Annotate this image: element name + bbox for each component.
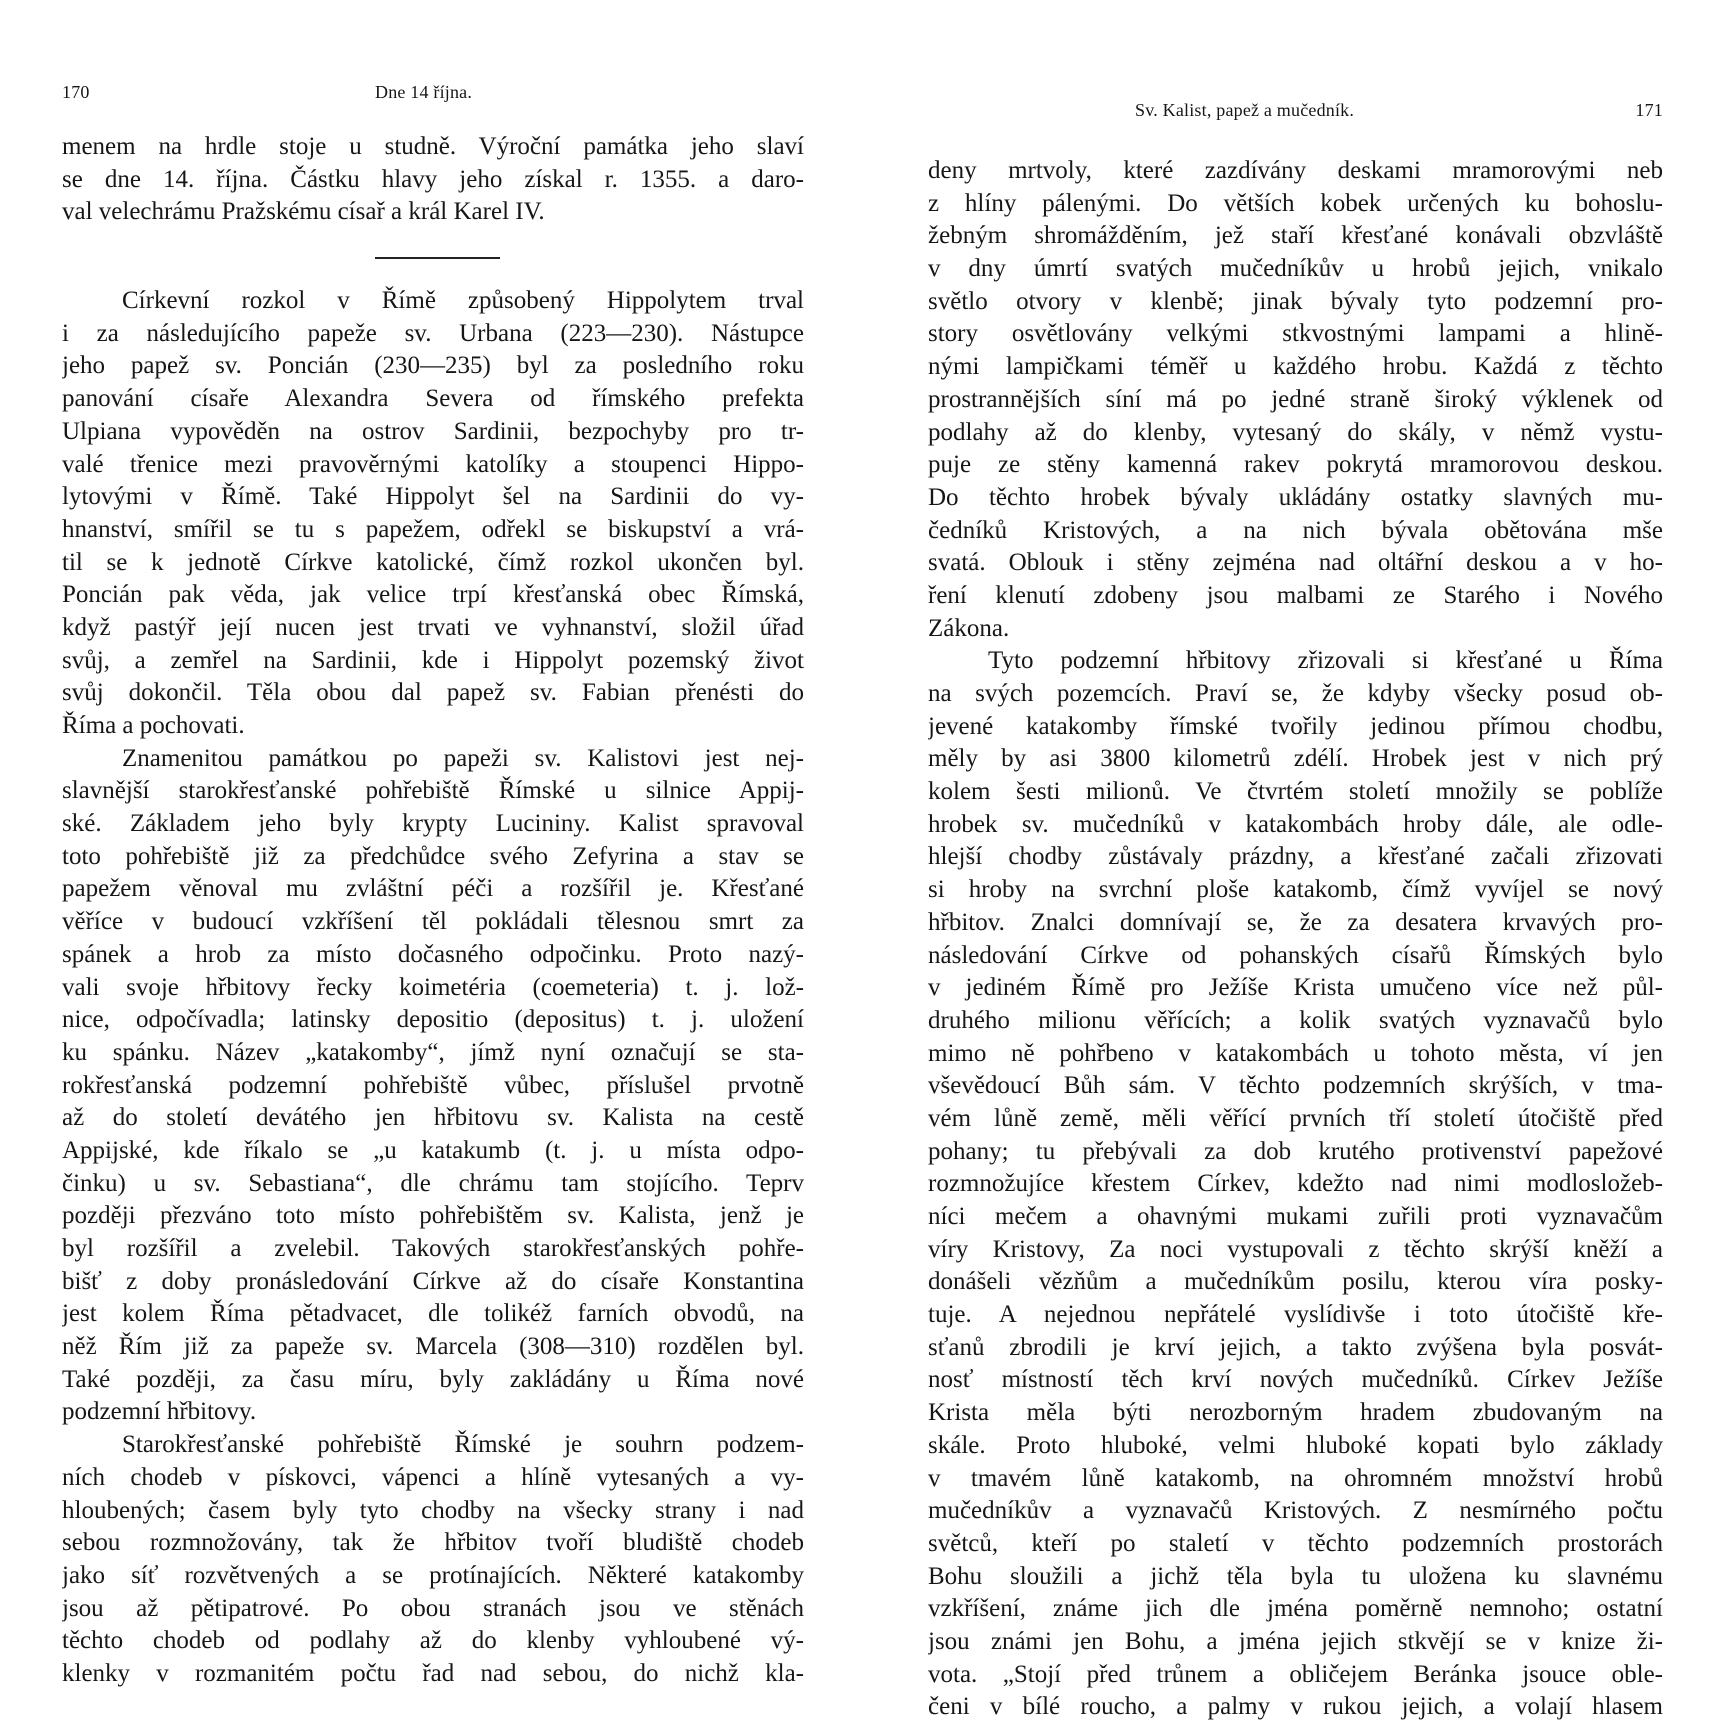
text-line: nými lampičkami téměř u každého hrobu. Každá z těchto [928,353,1663,381]
text-line: si hroby na svrchní ploše katakomb, čímž vyvíjel se nový [928,876,1663,904]
text-line: podlahy až do klenby, vytesaný do skály, v němž vystu- [928,418,1663,446]
text-line: svůj dokončil. Těla obou dal papež sv. Fabian přenésti do [62,679,804,707]
text-line: spánek a hrob za místo dočasného odpočinku. Proto nazý- [62,940,804,968]
running-head: Dne 14 října. [375,82,473,102]
text-line: Znamenitou památkou po papeži sv. Kalistovi jest nej- [122,744,804,772]
text-line: toto pohřebiště již za předchůdce svého Zefyrina a stav se [62,842,804,870]
text-line: vém lůně země, měli věřící prvních tří století útočiště před [928,1104,1663,1132]
text-line: jeho papež sv. Poncián (230—235) byl za posledního roku [62,352,804,380]
text-line: čeni v bílé roucho, a palmy v rukou jejich, a volají hlasem [928,1693,1663,1721]
text-line: hrobek sv. mučedníků v katakombách hroby dále, ale odle- [928,810,1663,838]
text-line: žebným shromážděním, jež staří křesťané konávali obzvláště [928,222,1663,250]
text-line: panování císaře Alexandra Severa od římského prefekta [62,385,804,413]
page-number: 171 [1635,100,1663,120]
text-line: rozmnožujíce křestem Církev, kdežto nad nimi modlosložeb- [928,1170,1663,1198]
text-line: druhého milionu věřících; a kolik svatých vyznavačů bylo [928,1006,1663,1034]
text-line: Starokřesťanské pohřebiště Římské je souhrn podzem- [122,1431,804,1459]
paragraph [62,743,804,1429]
text-line: hlejší chodby zůstávaly prázdny, a křesťané začali zřizovati [928,843,1663,871]
text-line: hloubených; časem byly tyto chodby na všecky strany i nad [62,1496,804,1524]
text-line: byl rozšířil a zvelebil. Takových starokřesťanských pohře- [62,1235,804,1262]
text-line: vzkříšení, známe jich dle jména poměrně nemnoho; ostatní [928,1595,1663,1623]
text-line: story osvětlovány velkými stkvostnými lampami a hlině- [928,320,1663,348]
text-line: svůj, a zemřel na Sardinii, kde i Hippolyt pozemský život [62,646,804,674]
right-page-body [928,155,1663,1724]
text-line: něž Řím již za papeže sv. Marcela (308—310) rozdělen byl. [62,1333,804,1361]
text-line: vota. „Stojí před trůnem a obličejem Beránka jsouce oble- [928,1660,1663,1688]
text-line: hřbitov. Znalci domnívají se, že za desatera krvavých pro- [928,908,1663,936]
text-line: jsou známi jen Bohu, a jména jejich stkvějí se v knize ži- [928,1627,1663,1655]
text-line: donášeli vězňům a mučedníkům posilu, kterou víra posky- [928,1268,1663,1296]
text-line: Zákona. [928,614,1010,642]
text-line: valé třenice mezi pravověrnými katolíky a stoupenci Hippo- [62,450,804,478]
text-line: val velechrámu Pražskému císař a král Karel IV. [62,198,545,226]
text-line: Bohu sloužili a jichž těla byla tu uložena ku slavnému [928,1562,1663,1590]
text-line: hnanství, smířil se tu s papežem, odřekl se biskupství a vrá- [62,515,804,543]
text-line: se dne 14. října. Částku hlavy jeho získal r. 1355. a daro- [62,165,804,193]
text-line: vševědoucí Bůh sám. V těchto podzemních skrýších, v tma- [928,1072,1663,1100]
text-line: činku) u sv. Sebastiana“, dle chrámu tam stojícího. Teprv [62,1169,804,1197]
text-line: Do těchto hrobek bývaly ukládány ostatky slavných mu- [928,483,1663,511]
text-line: Říma a pochovati. [62,712,245,739]
text-line: jsou až pětipatrové. Po obou stranách jsou ve stěnách [62,1594,804,1622]
text-line: Tyto podzemní hřbitovy zřizovali si křesťané u Říma [988,647,1663,675]
text-line: v dny úmrtí svatých mučedníkův u hrobů jejich, vnikalo [928,255,1663,283]
text-line: prostrannějších síní má po jedné straně široký výklenek od [928,385,1663,413]
paragraph [62,1429,804,1691]
text-line: když pastýř její nucen jest trvati ve vyhnanství, složil úřad [62,613,804,641]
text-line: slavnější starokřesťanské pohřebiště Římské u silnice Appij- [62,777,804,805]
text-line: papežem věnoval mu zvláštní péči a rozšířil je. Křesťané [62,875,804,903]
text-line: těchto chodeb od podlahy až do klenby vyhloubené vý- [62,1627,804,1655]
text-line: jest kolem Říma pětadvacet, dle tolikéž farních obvodů, na [62,1300,804,1328]
text-line: nosť místností těch krví nových mučedníků. Církev Ježíše [928,1366,1663,1394]
text-line: v tmavém lůně katakomb, na ohromném množství hrobů [928,1464,1663,1492]
text-line: jevené katakomby římské tvořily jedinou přímou chodbu, [928,712,1663,740]
text-line: Ulpiana vypověděn na ostrov Sardinii, bezpochyby pro tr- [62,417,804,445]
text-line: ku spánku. Název „katakomby“, jímž nyní označují se sta- [62,1038,804,1066]
paragraph [928,155,1663,645]
text-line: vali svoje hřbitovy řecky koimetéria (coemeteria) t. j. lož- [62,973,804,1001]
text-line: i za následujícího papeže sv. Urbana (223—230). Nástupce [62,319,804,347]
running-head: Sv. Kalist, papež a mučedník. [1135,100,1355,120]
text-line: klenky v rozmanitém počtu řad nad sebou, do nichž kla- [62,1659,804,1687]
text-line: Poncián pak věda, jak velice trpí křesťanská obec Římská, [62,581,804,609]
text-line: til se k jednotě Církve katolické, čímž rozkol ukončen byl. [62,548,804,576]
paragraph [62,285,804,743]
text-line: skále. Proto hluboké, velmi hluboké kopati bylo základy [928,1431,1663,1459]
text-line: puje ze stěny kamenná rakev pokrytá mramorovou deskou. [928,451,1663,479]
text-line: ské. Základem jeho byly krypty Lucininy. Kalist spravoval [62,810,804,838]
text-line: mučedníkův a vyznavačů Kristových. Z nesmírného počtu [928,1497,1663,1525]
text-line: Církevní rozkol v Římě způsobený Hippolytem trval [122,287,804,315]
text-line: svatá. Oblouk i stěny zejména nad oltářní deskou a v ho- [928,549,1663,577]
text-line: čedníků Kristových, a na nich bývala obětována mše [928,516,1663,544]
text-line: věříce v budoucí vzkříšení těl pokládali tělesnou smrt za [62,908,804,936]
text-line: Krista měla býti nerozborným hradem zbudovaným na [928,1399,1663,1427]
text-line: lytovými v Římě. Také Hippolyt šel na Sardinii do vy- [62,483,804,511]
section-divider [62,229,804,285]
text-line: bišť z doby pronásledování Církve až do císaře Konstantina [62,1267,804,1295]
text-line: z hlíny pálenými. Do větších kobek určených ku bohoslu- [928,189,1663,217]
text-line: ních chodeb v pískovci, vápenci a hlíně vytesaných a vy- [62,1463,804,1491]
text-line: později přezváno toto místo pohřebištěm sv. Kalista, jenž je [62,1202,804,1230]
text-line: tuje. A nejednou nepřátelé vyslídivše i toto útočiště kře- [928,1301,1663,1329]
text-line: pohany; tu přebývali za dob krutého protivenství papežové [928,1137,1663,1165]
text-line: Appijské, kde říkalo se „u katakumb (t. j. u místa odpo- [62,1136,804,1164]
text-line: sebou rozmnožovány, tak že hřbitov tvoří bludiště chodeb [62,1529,804,1557]
text-line: Také později, za času míru, byly zakládány u Říma nové [62,1365,804,1393]
text-line: měly by asi 3800 kilometrů zdélí. Hrobek jest v nich prý [928,745,1663,773]
paragraph [62,131,804,229]
text-line: deny mrtvoly, které zazdívány deskami mramorovými neb [928,157,1663,184]
text-line: kolem šesti milionů. Ve čtvrtém století množily se poblíže [928,778,1663,806]
text-line: na svých pozemcích. Praví se, že kdyby všecky posud ob- [928,680,1663,707]
text-line: podzemní hřbitovy. [62,1398,257,1426]
text-line: jako síť rozvětvených a se protínajících. Některé katakomby [62,1561,804,1589]
text-line: níci mečem a ohavnými mukami zuřili proti vyznavačům [928,1203,1663,1230]
text-line: následování Církve od pohanských císařů Římských bylo [928,941,1663,969]
text-line: až do století devátého jen hřbitovu sv. Kalista na cestě [62,1104,804,1132]
text-line: světlo otvory v klenbě; jinak bývaly tyto podzemní pro- [928,287,1663,315]
paragraph [928,645,1663,1724]
text-line: světců, kteří po staletí v těchto podzemních prostorách [928,1529,1663,1557]
text-line: nice, odpočívadla; latinsky depositio (depositus) t. j. uložení [62,1006,804,1034]
text-line: menem na hrdle stoje u studně. Výroční památka jeho slaví [62,133,804,160]
text-line: mimo ně pohřbeno v katakombách u tohoto města, ví jen [928,1039,1663,1067]
text-line: sťanů zbrodili je krví jejich, a takto zvýšena byla posvát- [928,1333,1663,1361]
text-line: ření klenutí zdobeny jsou malbami ze Starého i Nového [928,581,1663,609]
text-line: víry Kristovy, Za noci vystupovali z těchto skrýší kněží a [928,1235,1663,1263]
text-line: v jediném Římě pro Ježíše Krista umučeno více než půl- [928,974,1663,1002]
text-line: rokřesťanská podzemní pohřebiště vůbec, příslušel prvotně [62,1071,804,1099]
left-page-body [62,131,804,1691]
page-number: 170 [62,82,90,102]
